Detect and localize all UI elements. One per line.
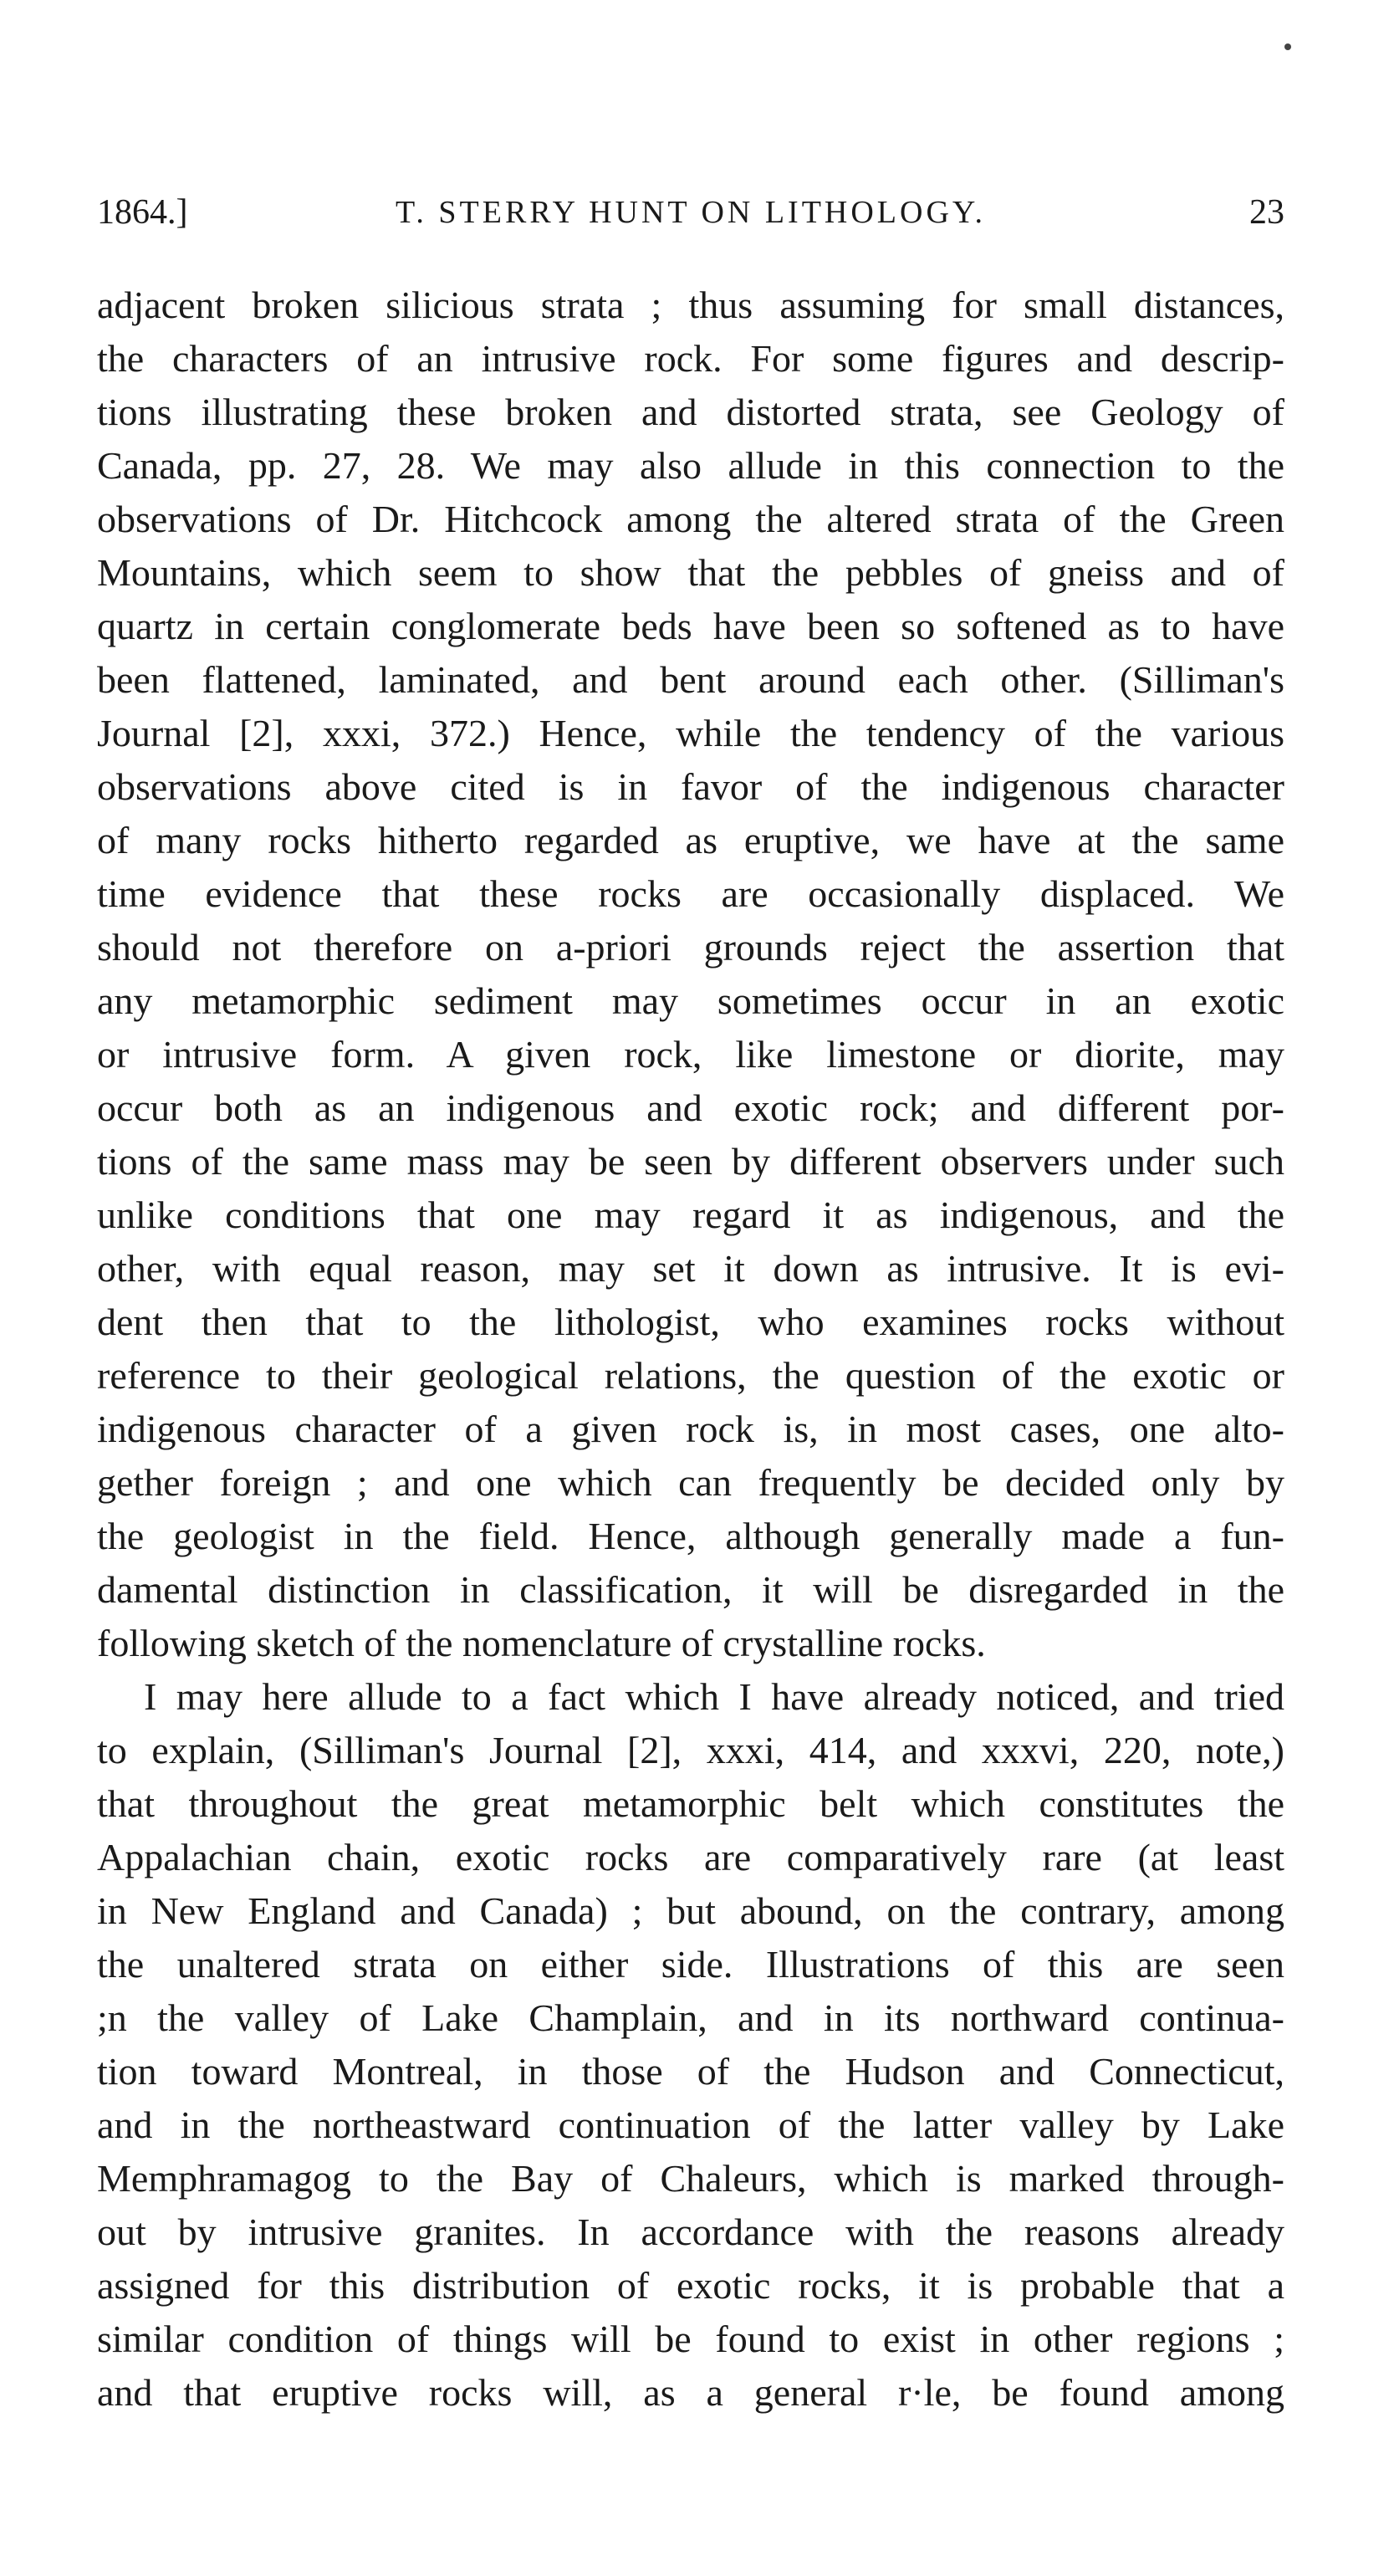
text-line: ;n the valley of Lake Champlain, and in its northward continua-	[97, 1996, 1284, 2039]
text-line: the characters of an intrusive rock. For some figures and descrip-	[97, 337, 1284, 380]
text-line: similar condition of things will be found to exist in other regions ;	[97, 2318, 1284, 2360]
text-line: following sketch of the nomenclature of crystalline rocks.	[97, 1622, 986, 1664]
text-line: tions of the same mass may be seen by different observers under such	[97, 1140, 1284, 1183]
text-line: quartz in certain conglomerate beds have been so softened as to have	[97, 605, 1284, 647]
text-line: reference to their geological relations, the question of the exotic or	[97, 1354, 1284, 1397]
text-line: of many rocks hitherto regarded as eruptive, we have at the same	[97, 819, 1284, 861]
text-line: I may here allude to a fact which I have already noticed, and tried	[144, 1675, 1284, 1718]
text-line: Canada, pp. 27, 28. We may also allude in this connection to the	[97, 444, 1284, 487]
body-text	[97, 279, 1284, 2420]
paragraph-2	[97, 1670, 1284, 2420]
text-line: any metamorphic sediment may sometimes occur in an exotic	[97, 979, 1284, 1022]
speck-mark	[1284, 43, 1291, 50]
text-line: the unaltered strata on either side. Illustrations of this are seen	[97, 1943, 1284, 1986]
text-line: in New England and Canada) ; but abound, on the contrary, among	[97, 1889, 1284, 1932]
text-line: should not therefore on a-priori grounds reject the assertion that	[97, 926, 1284, 969]
text-line: Mountains, which seem to show that the pebbles of gneiss and of	[97, 551, 1284, 594]
text-line: tions illustrating these broken and distorted strata, see Geology of	[97, 391, 1284, 433]
text-line: observations of Dr. Hitchcock among the altered strata of the Green	[97, 498, 1284, 540]
text-line: other, with equal reason, may set it down as intrusive. It is evi-	[97, 1247, 1284, 1290]
text-line: Journal [2], xxxi, 372.) Hence, while the tendency of the various	[97, 712, 1284, 754]
text-line: unlike conditions that one may regard it as indigenous, and the	[97, 1193, 1284, 1236]
text-line: adjacent broken silicious strata ; thus assuming for small distances,	[97, 284, 1284, 326]
page-number: 23	[1249, 193, 1284, 232]
text-line: indigenous character of a given rock is, in most cases, one alto-	[97, 1408, 1284, 1450]
header-year: 1864.]	[97, 193, 188, 232]
text-line: occur both as an indigenous and exotic rock; and different por-	[97, 1086, 1284, 1129]
text-line: time evidence that these rocks are occasionally displaced. We	[97, 872, 1284, 915]
text-line: assigned for this distribution of exotic rocks, it is probable that a	[97, 2264, 1284, 2307]
running-header	[97, 189, 1284, 236]
text-line: and that eruptive rocks will, as a general r·le, be found among	[97, 2371, 1284, 2414]
text-line: out by intrusive granites. In accordance with the reasons already	[97, 2211, 1284, 2253]
text-line: to explain, (Silliman's Journal [2], xxxi, 414, and xxxvi, 220, note,)	[97, 1729, 1284, 1771]
text-line: dent then that to the lithologist, who examines rocks without	[97, 1301, 1284, 1343]
text-line: Appalachian chain, exotic rocks are comparatively rare (at least	[97, 1836, 1284, 1878]
text-line: damental distinction in classification, it will be disregarded in the	[97, 1568, 1284, 1611]
text-line: gether foreign ; and one which can frequently be decided only by	[97, 1461, 1284, 1504]
text-line: the geologist in the field. Hence, although generally made a fun-	[97, 1515, 1284, 1557]
text-line: that throughout the great metamorphic belt which constitutes the	[97, 1782, 1284, 1825]
text-line: tion toward Montreal, in those of the Hudson and Connecticut,	[97, 2050, 1284, 2093]
header-title: T. STERRY HUNT ON LITHOLOGY.	[396, 195, 986, 230]
text-line: observations above cited is in favor of the indigenous character	[97, 765, 1284, 808]
paragraph-1	[97, 279, 1284, 1670]
text-line: been flattened, laminated, and bent around each other. (Silliman's	[97, 658, 1284, 701]
text-line: Memphramagog to the Bay of Chaleurs, which is marked through-	[97, 2157, 1284, 2200]
text-line: and in the northeastward continuation of the latter valley by Lake	[97, 2103, 1284, 2146]
text-line: or intrusive form. A given rock, like limestone or diorite, may	[97, 1033, 1284, 1076]
